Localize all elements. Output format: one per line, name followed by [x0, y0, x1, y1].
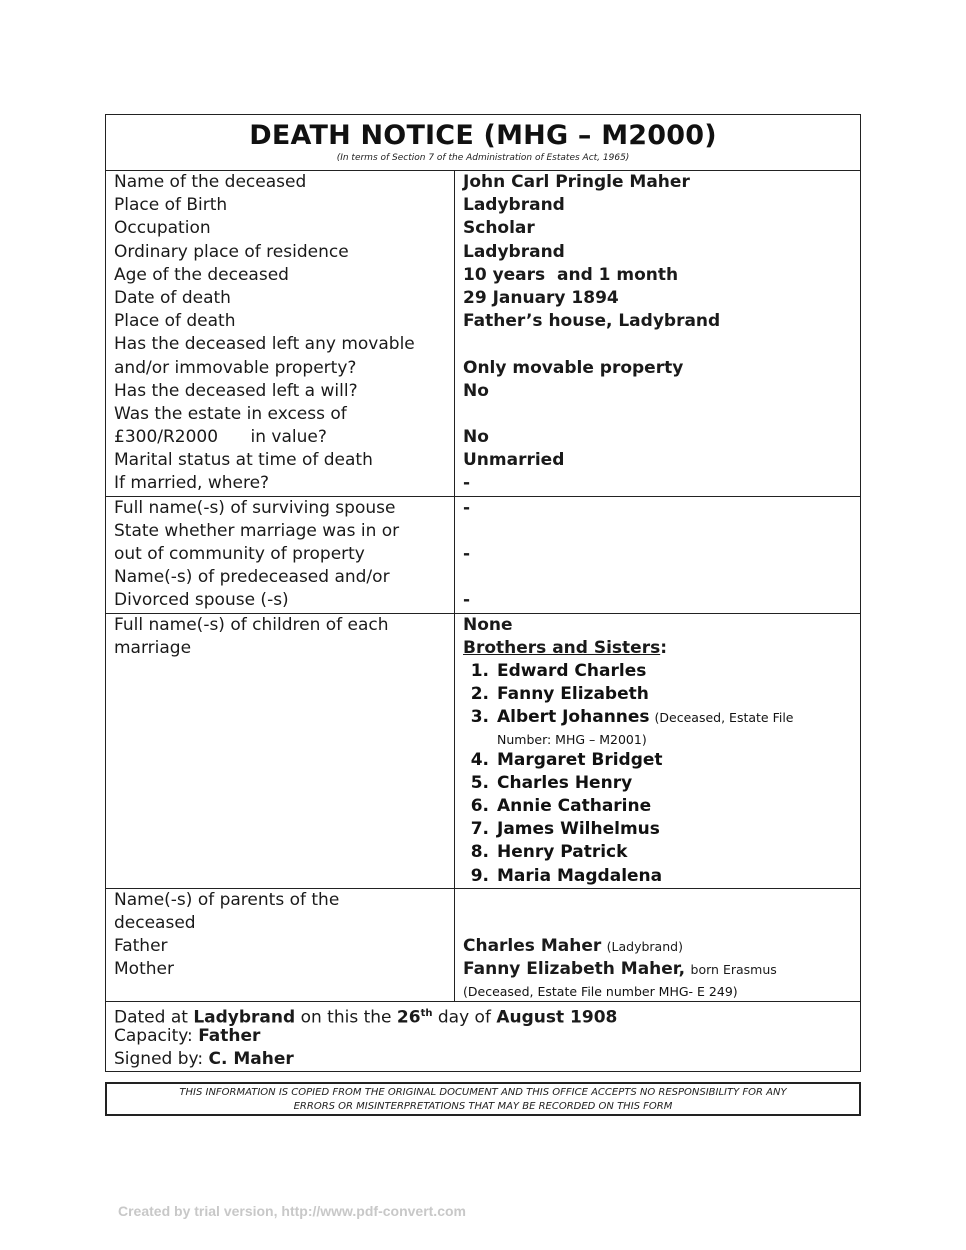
list-item: 7. James Wilhelmus: [463, 818, 860, 841]
dated-day: 26: [396, 1007, 421, 1028]
section-children-values: [455, 614, 860, 888]
death-notice-form: [105, 114, 861, 1072]
disclaimer-line-2: ERRORS OR MISINTERPRETATIONS THAT MAY BE RECORDED ON THIS FORM: [293, 1101, 673, 1112]
page-subtitle: (In terms of Section 7 of the Administration of Estates Act, 1965): [336, 153, 630, 163]
signed-value: C. Maher: [208, 1048, 294, 1069]
capacity-value: Father: [198, 1025, 261, 1046]
siblings-list: [463, 660, 860, 888]
page-title: DEATH NOTICE (MHG – M2000): [249, 120, 717, 151]
section-personal-labels: [106, 171, 455, 496]
label-marital-status: Marital status at time of death: [114, 450, 373, 471]
label-married-where: If married, where?: [114, 473, 270, 494]
section-signature: [106, 1002, 860, 1072]
label-parents-2: deceased: [114, 912, 196, 933]
signature-block: [106, 1002, 860, 1072]
value-parents-blank-2: [463, 912, 860, 935]
label-predeceased-1: Name(-s) of predeceased and/or: [114, 567, 390, 588]
section-personal-details: [106, 171, 860, 497]
sibling-name: Henry Patrick: [497, 842, 628, 863]
dated-place: Ladybrand: [193, 1007, 296, 1028]
value-will: No: [463, 380, 489, 401]
section-parents-labels: [106, 889, 455, 1001]
sibling-name: James Wilhelmus: [497, 819, 660, 840]
section-spouse-values: [455, 497, 860, 613]
dated-line: Dated at Ladybrand on this the 26th day of August 1908: [114, 1007, 618, 1028]
section-personal-values: [455, 171, 860, 496]
value-estate-blank: [463, 403, 860, 426]
father-name: Charles Maher: [463, 936, 602, 957]
list-item: 9. Maria Magdalena: [463, 865, 860, 888]
section-spouse: [106, 497, 860, 614]
value-estate: No: [463, 427, 489, 448]
value-property-blank: [463, 333, 860, 356]
section-parents: [106, 889, 860, 1002]
mother-name: Fanny Elizabeth Maher,: [463, 959, 686, 980]
watermark: Created by trial version, http://www.pdf-convert.com: [118, 1203, 466, 1219]
disclaimer-line-1: THIS INFORMATION IS COPIED FROM THE ORIGINAL DOCUMENT AND THIS OFFICE ACCEPTS NO RESPONSIBILITY FOR ANY: [179, 1087, 787, 1098]
section-children: [106, 614, 860, 889]
value-predeceased-blank: [463, 566, 860, 589]
label-estate-1: Was the estate in excess of: [114, 403, 347, 424]
label-children-1: Full name(-s) of children of each: [114, 614, 389, 635]
mother-note: born Erasmus: [690, 962, 777, 978]
sibling-name: Edward Charles: [497, 660, 647, 681]
list-item: 4. Margaret Bridget: [463, 749, 860, 772]
label-date-of-death: Date of death: [114, 287, 231, 308]
label-property-1: Has the deceased left any movable: [114, 334, 415, 355]
value-date-of-death: 29 January 1894: [463, 287, 619, 308]
value-marital-status: Unmarried: [463, 450, 565, 471]
value-property: Only movable property: [463, 357, 684, 378]
title-block: [106, 115, 860, 171]
label-predeceased-2: Divorced spouse (-s): [114, 590, 289, 611]
sibling-name: Margaret Bridget: [497, 749, 663, 770]
value-mother: [463, 958, 860, 981]
sibling-name: Annie Catharine: [497, 795, 652, 816]
label-father: Father: [114, 936, 168, 957]
list-item: 6. Annie Catharine: [463, 795, 860, 818]
father-note: (Ladybrand): [606, 939, 683, 955]
label-children-2: marriage: [114, 637, 192, 658]
value-place-of-birth: Ladybrand: [463, 195, 565, 216]
label-place-of-death: Place of death: [114, 311, 236, 332]
list-item: 5. Charles Henry: [463, 772, 860, 795]
section-parents-values: [455, 889, 860, 1001]
value-parents-blank-1: [463, 889, 860, 912]
list-item: 2. Fanny Elizabeth: [463, 683, 860, 706]
sibling-name: Maria Magdalena: [497, 865, 663, 886]
value-place-of-death: Father’s house, Ladybrand: [463, 311, 721, 332]
siblings-heading: [463, 637, 860, 660]
value-community: -: [463, 544, 471, 564]
value-married-where: -: [463, 473, 471, 494]
siblings-heading-text: Brothers and Sisters: [463, 637, 661, 658]
value-father: [463, 935, 860, 958]
label-name: Name of the deceased: [114, 172, 307, 192]
label-community-1: State whether marriage was in or: [114, 520, 400, 541]
label-property-2: and/or immovable property?: [114, 357, 357, 378]
value-community-blank: [463, 520, 860, 543]
label-occupation: Occupation: [114, 218, 211, 239]
sibling-name: Fanny Elizabeth: [497, 684, 649, 705]
value-age: 10 years and 1 month: [463, 264, 679, 285]
value-surviving-spouse: -: [463, 497, 471, 518]
label-spacer: [114, 982, 454, 1001]
sibling-note-2: Number: MHG – M2001): [497, 731, 647, 747]
value-predeceased: -: [463, 590, 471, 611]
list-item: 1. Edward Charles: [463, 660, 860, 683]
dated-month-year: August 1908: [496, 1007, 618, 1028]
label-will: Has the deceased left a will?: [114, 380, 358, 401]
mother-note-2: (Deceased, Estate File number MHG- E 249): [463, 983, 738, 999]
value-children: None: [463, 614, 513, 635]
label-surviving-spouse: Full name(-s) of surviving spouse: [114, 497, 396, 518]
signed-line: Signed by: C. Maher: [114, 1048, 294, 1069]
label-place-of-birth: Place of Birth: [114, 195, 228, 216]
list-item: 8. Henry Patrick: [463, 841, 860, 864]
siblings-heading-colon: :: [660, 637, 668, 658]
value-occupation: Scholar: [463, 218, 535, 239]
sibling-name: Albert Johannes: [497, 707, 650, 728]
value-residence: Ladybrand: [463, 241, 565, 262]
disclaimer-box: [105, 1082, 861, 1116]
capacity-line: Capacity: Father: [114, 1025, 261, 1046]
list-item: 3. Albert Johannes (Deceased, Estate File Number: MHG – M2001): [463, 706, 860, 748]
sibling-name: Charles Henry: [497, 772, 633, 793]
sibling-note: (Deceased, Estate File: [654, 710, 794, 726]
label-estate-2: £300/R2000 in value?: [114, 427, 327, 448]
value-name: John Carl Pringle Maher: [463, 172, 690, 192]
section-children-labels: [106, 614, 455, 888]
label-age: Age of the deceased: [114, 264, 289, 285]
label-mother: Mother: [114, 959, 174, 980]
label-parents-1: Name(-s) of parents of the: [114, 889, 340, 910]
label-residence: Ordinary place of residence: [114, 241, 349, 262]
section-spouse-labels: [106, 497, 455, 613]
label-community-2: out of community of property: [114, 544, 365, 564]
